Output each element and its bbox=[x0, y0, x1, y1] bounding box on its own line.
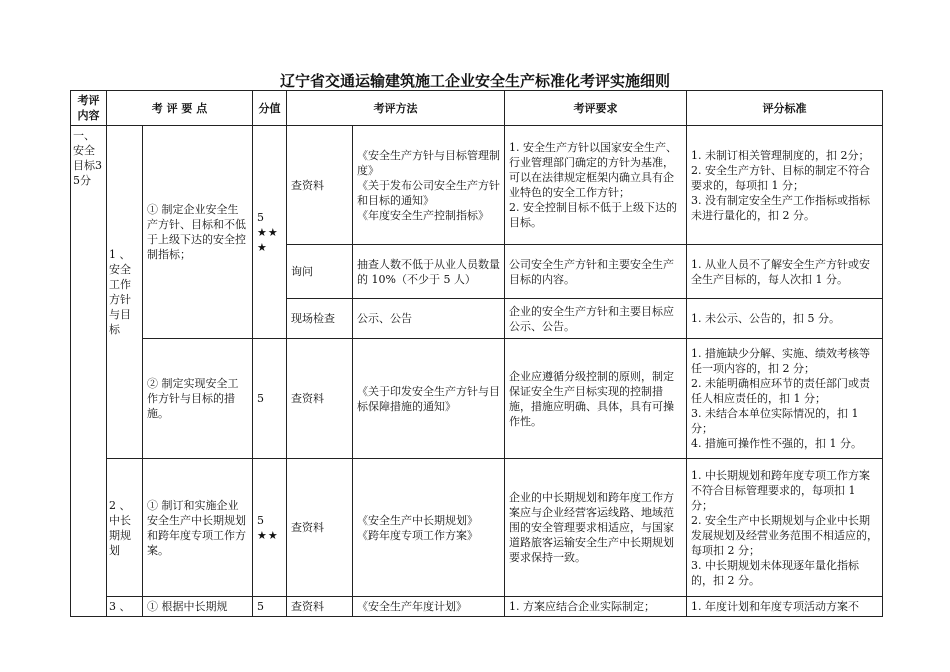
method-cell: 查资料 bbox=[287, 597, 353, 617]
point-cell: ② 制定实现安全工作方针与目标的措施。 bbox=[143, 339, 253, 459]
header-row bbox=[71, 91, 883, 126]
doc-item: 《跨年度专项工作方案》 bbox=[357, 528, 478, 542]
score-cell bbox=[253, 459, 287, 597]
requirement-cell: 1. 方案应结合企业实际制定； bbox=[505, 597, 687, 617]
doc-item: 《年度安全生产控制指标》 bbox=[357, 208, 489, 222]
standard-item: 3. 中长期规划未体现逐年量化指标的，扣 2 分。 bbox=[691, 558, 859, 587]
docs-cell bbox=[353, 459, 505, 597]
standard-item: 2. 安全生产中长期规划与企业中长期发展规划及经营业务范围不相适应的，每项扣 2 分； bbox=[691, 513, 878, 557]
star-rating: ★★★ bbox=[257, 225, 279, 254]
score-value: 5 bbox=[257, 210, 264, 224]
header-score: 分值 bbox=[253, 91, 287, 126]
subsection-cell: 3 、 bbox=[107, 597, 143, 617]
standard-cell bbox=[687, 459, 883, 597]
table-row bbox=[71, 126, 883, 245]
method-cell: 查资料 bbox=[287, 126, 353, 245]
header-content: 考评内容 bbox=[71, 91, 107, 126]
doc-item: 《安全生产方针与目标管理制度》 bbox=[357, 148, 500, 177]
standard-item: 3. 未结合本单位实际情况的，扣 1 分； bbox=[691, 407, 859, 435]
point-cell: ① 制定企业安全生产方针、目标和不低于上级下达的安全控制指标； bbox=[143, 126, 253, 339]
method-cell: 查资料 bbox=[287, 459, 353, 597]
requirement-cell bbox=[505, 126, 687, 245]
standard-cell bbox=[687, 339, 883, 459]
standard-item: 1. 未制订相关管理制度的，扣 2分； bbox=[691, 148, 870, 162]
subsection-cell: 1 、安全工作方针与目标 bbox=[107, 126, 143, 459]
docs-cell: 公示、公告 bbox=[353, 299, 505, 339]
table-row bbox=[71, 597, 883, 617]
docs-cell: 《安全生产年度计划》 bbox=[353, 597, 505, 617]
requirement-cell: 企业应遵循分级控制的原则，制定保证安全生产目标实现的控制措施，措施应明确、具体，具有可操作性。 bbox=[505, 339, 687, 459]
table-row bbox=[71, 339, 883, 459]
star-rating: ★★ bbox=[257, 528, 279, 542]
standard-item: 2. 未能明确相应环节的责任部门或责任人相应责任的，扣 1 分； bbox=[691, 377, 870, 405]
requirement-cell: 企业的安全生产方针和主要目标应公示、公告。 bbox=[505, 299, 687, 339]
standard-cell bbox=[687, 126, 883, 245]
doc-item: 《安全生产中长期规划》 bbox=[357, 513, 478, 527]
point-cell: ① 制订和实施企业安全生产中长期规划和跨年度专项工作方案。 bbox=[143, 459, 253, 597]
docs-cell: 《关于印发安全生产方针与目标保障措施的通知》 bbox=[353, 339, 505, 459]
point-cell: ① 根据中长期规 bbox=[143, 597, 253, 617]
header-requirement: 考评要求 bbox=[505, 91, 687, 126]
score-cell: 5 bbox=[253, 339, 287, 459]
requirement-item: 2. 安全控制目标不低于上级下达的目标。 bbox=[509, 201, 677, 229]
requirement-cell: 企业的中长期规划和跨年度工作方案应与企业经营客运线路、地域范围的安全管理要求相适应，与国家道路旅客运输安全生产中长期规划要求保持一致。 bbox=[505, 459, 687, 597]
document-title: 辽宁省交通运输建筑施工企业安全生产标准化考评实施细则 bbox=[279, 72, 670, 90]
standard-cell: 1. 年度计划和年度专项活动方案不 bbox=[687, 597, 883, 617]
requirement-item: 1. 安全生产方针以国家安全生产、行业管理部门确定的方针为基准，可以在法律规定框架内确立具有企业特色的安全工作方针； bbox=[509, 141, 677, 199]
doc-item: 《关于发布公司安全生产方针和目标的通知》 bbox=[357, 178, 500, 207]
header-standard: 评分标准 bbox=[687, 91, 883, 126]
score-cell: 5 bbox=[253, 597, 287, 617]
evaluation-table bbox=[70, 90, 883, 617]
header-method: 考评方法 bbox=[287, 91, 505, 126]
header-points: 考 评 要 点 bbox=[107, 91, 253, 126]
standard-item: 2. 安全生产方针、目标的制定不符合要求的，每项扣 1 分； bbox=[691, 163, 870, 192]
section-cell: 一、安全目标35分 bbox=[71, 126, 107, 617]
docs-cell: 抽查人数不低于从业人员数量的 10%（不少于 5 人） bbox=[353, 245, 505, 299]
standard-item: 4. 措施可操作性不强的，扣 1 分。 bbox=[691, 437, 862, 450]
standard-item: 3. 没有制定安全生产工作指标或指标未进行量化的，扣 2 分。 bbox=[691, 193, 870, 222]
standard-cell: 1. 未公示、公告的，扣 5 分。 bbox=[687, 299, 883, 339]
method-cell: 现场检查 bbox=[287, 299, 353, 339]
score-cell bbox=[253, 126, 287, 339]
standard-item: 1. 措施缺少分解、实施、绩效考核等任一项内容的，扣 2 分； bbox=[691, 347, 870, 375]
table-row bbox=[71, 459, 883, 597]
requirement-cell: 公司安全生产方针和主要安全生产目标的内容。 bbox=[505, 245, 687, 299]
subsection-cell: 2 、中长期规划 bbox=[107, 459, 143, 597]
standard-cell: 1. 从业人员不了解安全生产方针或安全生产目标的，每人次扣 1 分。 bbox=[687, 245, 883, 299]
score-value: 5 bbox=[257, 513, 264, 527]
docs-cell bbox=[353, 126, 505, 245]
method-cell: 询问 bbox=[287, 245, 353, 299]
method-cell: 查资料 bbox=[287, 339, 353, 459]
standard-item: 1. 中长期规划和跨年度专项工作方案不符合目标管理要求的，每项扣 1 分； bbox=[691, 468, 870, 512]
